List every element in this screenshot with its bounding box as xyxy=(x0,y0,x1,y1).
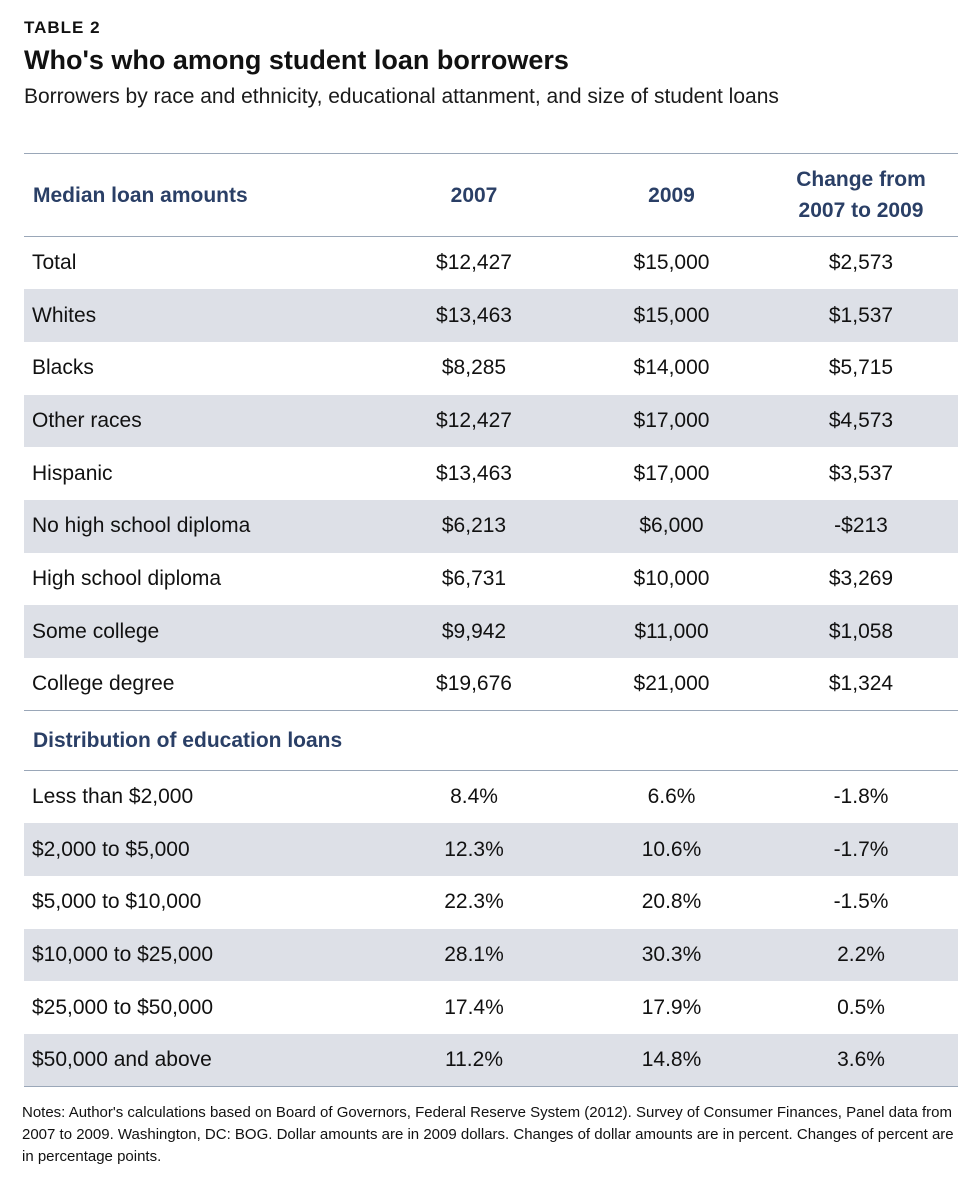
cell-2007: $12,427 xyxy=(436,251,512,275)
row-label: Total xyxy=(32,251,77,275)
cell-change: -1.5% xyxy=(833,890,889,914)
row-label: Less than $2,000 xyxy=(32,785,194,809)
cell-2009: $21,000 xyxy=(633,672,710,696)
cell-2009: $10,000 xyxy=(633,566,710,590)
cell-change: $3,537 xyxy=(828,461,894,485)
cell-change: -$213 xyxy=(834,514,888,538)
table-row xyxy=(24,876,958,929)
cell-change: $5,715 xyxy=(828,356,894,380)
table-row xyxy=(24,395,958,448)
cell-2009: $15,000 xyxy=(633,251,710,275)
row-label: $50,000 and above xyxy=(32,1048,212,1072)
cell-2007: $13,463 xyxy=(436,303,512,327)
cell-change: $1,058 xyxy=(828,619,894,643)
column-header-change-line1: Change from xyxy=(796,168,926,191)
cell-2009: 6.6% xyxy=(647,785,696,809)
column-header-median-loan-amounts: Median loan amounts xyxy=(33,183,248,207)
cell-2009: 17.9% xyxy=(641,995,702,1019)
cell-2007: 8.4% xyxy=(450,785,498,809)
cell-change: $1,537 xyxy=(828,303,894,327)
cell-2009: $17,000 xyxy=(633,461,710,485)
table-row xyxy=(24,342,958,395)
cell-change: 2.2% xyxy=(837,943,885,967)
cell-2009: $17,000 xyxy=(633,408,710,432)
cell-2007: 28.1% xyxy=(444,943,504,967)
table-row xyxy=(24,605,958,658)
table-row xyxy=(24,1034,958,1087)
cell-2009: $14,000 xyxy=(633,356,710,380)
row-label: Hispanic xyxy=(32,461,113,485)
cell-2007: 11.2% xyxy=(445,1048,503,1072)
distribution-rows xyxy=(24,771,958,1087)
column-header-2007: 2007 xyxy=(450,183,498,207)
cell-2009: 20.8% xyxy=(641,890,702,914)
page-title: Who's who among student loan borrowers xyxy=(24,45,569,75)
table-row xyxy=(24,929,958,982)
cell-2007: $8,285 xyxy=(441,356,507,380)
cell-change: $1,324 xyxy=(828,672,894,696)
cell-2009: 14.8% xyxy=(641,1048,702,1072)
cell-change: $2,573 xyxy=(828,251,894,275)
table-header xyxy=(24,16,956,114)
table-notes: Notes: Author's calculations based on Board of Governors, Federal Reserve System (2012). Survey of Consumer Finances, Panel data from 2007 to 2009. Washington, DC: BOG. Dollar amounts are in 2009 dollars. Changes of dollar amounts are in percent. Changes of percent are in percentage points. xyxy=(22,1104,954,1165)
table-row xyxy=(24,981,958,1034)
cell-2007: 22.3% xyxy=(444,890,504,914)
cell-2007: 17.4% xyxy=(444,995,504,1019)
row-label: No high school diploma xyxy=(32,514,251,538)
table-row xyxy=(24,771,958,824)
column-header-change xyxy=(764,154,958,237)
cell-2009: $15,000 xyxy=(633,303,710,327)
row-label: $2,000 to $5,000 xyxy=(32,837,190,861)
cell-change: 3.6% xyxy=(837,1048,885,1072)
table-row xyxy=(24,289,958,342)
section-heading-row xyxy=(24,711,958,771)
row-label: Blacks xyxy=(32,356,94,380)
loan-table xyxy=(24,153,958,1087)
table-row xyxy=(24,823,958,876)
table-row xyxy=(24,553,958,606)
cell-2009: 30.3% xyxy=(641,943,702,967)
row-label: Whites xyxy=(32,303,97,327)
table-row xyxy=(24,658,958,711)
row-label: $5,000 to $10,000 xyxy=(32,890,202,914)
table-row xyxy=(24,500,958,553)
table-label: TABLE 2 xyxy=(24,18,101,37)
cell-2009: 10.6% xyxy=(641,837,702,861)
cell-change: 0.5% xyxy=(837,995,885,1019)
cell-change: $4,573 xyxy=(828,408,894,432)
cell-2007: 12.3% xyxy=(444,837,504,861)
row-label: High school diploma xyxy=(32,566,222,590)
cell-change: -1.7% xyxy=(833,837,889,861)
table-row xyxy=(24,237,958,290)
cell-2007: $19,676 xyxy=(436,672,512,696)
distribution-heading: Distribution of education loans xyxy=(33,728,343,752)
table-header-row xyxy=(24,154,958,237)
cell-2009: $6,000 xyxy=(639,514,704,538)
row-label: Some college xyxy=(32,619,160,643)
cell-change: -1.8% xyxy=(833,785,889,809)
column-header-2009: 2009 xyxy=(648,183,695,207)
column-header-change-line2: 2007 to 2009 xyxy=(798,199,924,222)
row-label: $10,000 to $25,000 xyxy=(32,943,214,967)
row-label: $25,000 to $50,000 xyxy=(32,995,214,1019)
table-row xyxy=(24,447,958,500)
page-subtitle: Borrowers by race and ethnicity, educational attanment, and size of student loans xyxy=(24,85,779,108)
row-label: Other races xyxy=(32,408,142,432)
median-loan-rows xyxy=(24,237,958,711)
cell-2007: $13,463 xyxy=(436,461,512,485)
cell-2007: $6,213 xyxy=(441,514,507,538)
cell-2007: $9,942 xyxy=(441,619,507,643)
distribution-section xyxy=(24,711,958,771)
cell-change: $3,269 xyxy=(828,566,894,590)
cell-2007: $12,427 xyxy=(436,408,512,432)
cell-2007: $6,731 xyxy=(441,566,507,590)
row-label: College degree xyxy=(32,672,175,696)
cell-2009: $11,000 xyxy=(634,619,709,643)
